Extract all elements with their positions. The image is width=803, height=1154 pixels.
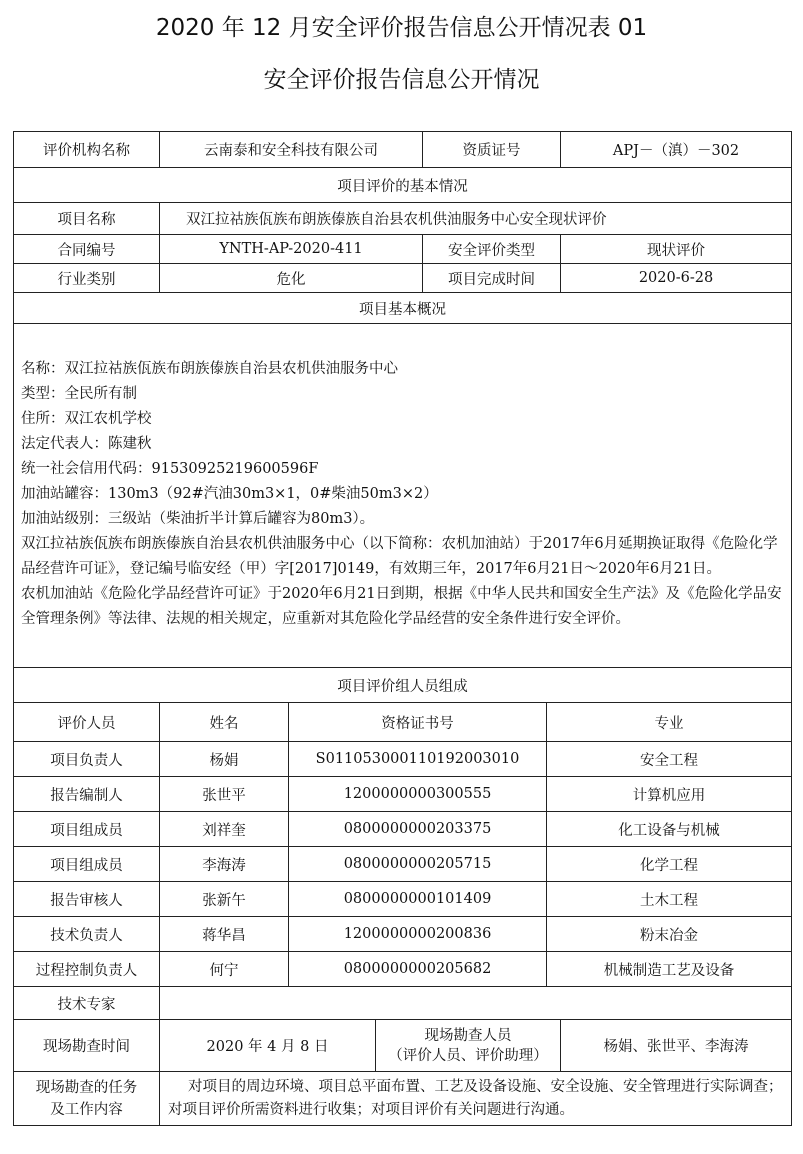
survey-time-label: 现场勘查时间 [14,1020,160,1072]
team-major: 粉末冶金 [547,917,792,952]
document-title: 2020 年 12 月安全评价报告信息公开情况表 01 [155,15,648,41]
overview-line: 统一社会信用代码：91530925219600596F [21,460,319,477]
industry-row [14,264,792,293]
expert-value [160,987,792,1020]
contract-row [14,235,792,264]
survey-people-label-line2: （评价人员、评价助理） [388,1047,548,1064]
survey-people-value: 杨娟、张世平、李海涛 [561,1020,792,1072]
overview-line: 法定代表人：陈建秋 [21,435,152,452]
team-major: 土木工程 [547,882,792,917]
overview-line: 类型：全民所有制 [21,385,137,402]
survey-tasks-label-line1: 现场勘查的任务 [35,1079,138,1096]
industry-value: 危化 [160,264,423,293]
team-row [14,847,792,882]
overview-line: 名称：双江拉祜族佤族布朗族傣族自治县农机供油服务中心 [21,360,398,377]
team-col-major: 专业 [547,703,792,742]
team-name: 李海涛 [160,847,289,882]
survey-row [14,1020,792,1072]
team-row [14,812,792,847]
team-role: 项目组成员 [14,812,160,847]
document-subtitle: 安全评价报告信息公开情况 [263,67,540,93]
team-cert: S011053000110192003010 [289,742,547,777]
team-section-header: 项目评价组人员组成 [14,668,792,703]
survey-people-label-line1: 现场勘查人员 [424,1027,512,1044]
cert-label: 资质证号 [423,132,561,168]
team-row [14,777,792,812]
team-major: 计算机应用 [547,777,792,812]
team-col-cert: 资格证书号 [289,703,547,742]
team-role: 过程控制负责人 [14,952,160,987]
overview-line: 双江拉祜族佤族布朗族傣族自治县农机供油服务中心（以下简称：农机加油站）于2017年6月延期换证取得《危险化学品经营许可证》，登记编号临安经（甲）字[2017]0149，有效期三年，2017年6月21日～2020年6月21日。 [21,535,778,577]
team-cert: 1200000000300555 [289,777,547,812]
survey-tasks-label [14,1072,160,1126]
team-name: 蒋华昌 [160,917,289,952]
project-name-row [14,203,792,235]
overview-line: 加油站罐容：130m3（92#汽油30m3×1，0#柴油50m3×2） [21,485,438,502]
team-name: 何宁 [160,952,289,987]
team-role: 项目组成员 [14,847,160,882]
project-name-label: 项目名称 [14,203,160,235]
survey-people-label [376,1020,561,1072]
team-cert: 0800000000101409 [289,882,547,917]
overview-body-row [14,324,792,668]
survey-tasks-label-line2: 及工作内容 [50,1101,123,1118]
contract-label: 合同编号 [14,235,160,264]
team-major: 机械制造工艺及设备 [547,952,792,987]
team-role: 项目负责人 [14,742,160,777]
team-row [14,742,792,777]
team-columns-row [14,703,792,742]
info-table [13,131,792,1126]
eval-type-label: 安全评价类型 [423,235,561,264]
team-name: 张新午 [160,882,289,917]
team-cert: 0800000000205715 [289,847,547,882]
team-cert: 0800000000205682 [289,952,547,987]
team-cert: 1200000000200836 [289,917,547,952]
overview-line: 农机加油站《危险化学品经营许可证》于2020年6月21日到期，根据《中华人民共和国安全生产法》及《危险化学品安全管理条例》等法律、法规的相关规定，应重新对其危险化学品经营的安全条件进行安全评价。 [21,585,782,627]
survey-tasks-value [160,1072,792,1126]
org-row [14,132,792,168]
team-col-name: 姓名 [160,703,289,742]
survey-time-value: 2020 年 4 月 8 日 [160,1020,376,1072]
team-role: 报告编制人 [14,777,160,812]
team-major: 化工设备与机械 [547,812,792,847]
team-role: 技术负责人 [14,917,160,952]
team-col-role: 评价人员 [14,703,160,742]
team-cert: 0800000000203375 [289,812,547,847]
team-role: 报告审核人 [14,882,160,917]
finish-time-label: 项目完成时间 [423,264,561,293]
overview-body [14,324,792,668]
org-value: 云南泰和安全科技有限公司 [160,132,423,168]
team-row [14,952,792,987]
team-header-row [14,668,792,703]
team-major: 化学工程 [547,847,792,882]
project-name-value: 双江拉祜族佤族布朗族傣族自治县农机供油服务中心安全现状评价 [160,203,792,235]
industry-label: 行业类别 [14,264,160,293]
team-name: 刘祥奎 [160,812,289,847]
basic-header-row [14,168,792,203]
survey-tasks-row [14,1072,792,1126]
contract-value: YNTH-AP-2020-411 [160,235,423,264]
overview-section-header: 项目基本概况 [14,293,792,324]
overview-line: 住所：双江农机学校 [21,410,152,427]
expert-label: 技术专家 [14,987,160,1020]
team-name: 张世平 [160,777,289,812]
team-name: 杨娟 [160,742,289,777]
basic-section-header: 项目评价的基本情况 [14,168,792,203]
overview-header-row [14,293,792,324]
survey-tasks-text: 对项目的周边环境、项目总平面布置、工艺及设备设施、安全设施、安全管理进行实际调查；对项目评价所需资料进行收集；对项目评价有关问题进行沟通。 [168,1078,783,1118]
team-row [14,917,792,952]
expert-row [14,987,792,1020]
eval-type-value: 现状评价 [561,235,792,264]
team-major: 安全工程 [547,742,792,777]
finish-time-value: 2020-6-28 [561,264,792,293]
cert-value: APJ－（滇）－302 [561,132,792,168]
team-row [14,882,792,917]
org-label: 评价机构名称 [14,132,160,168]
overview-line: 加油站级别：三级站（柴油折半计算后罐容为80m3）。 [21,510,375,527]
